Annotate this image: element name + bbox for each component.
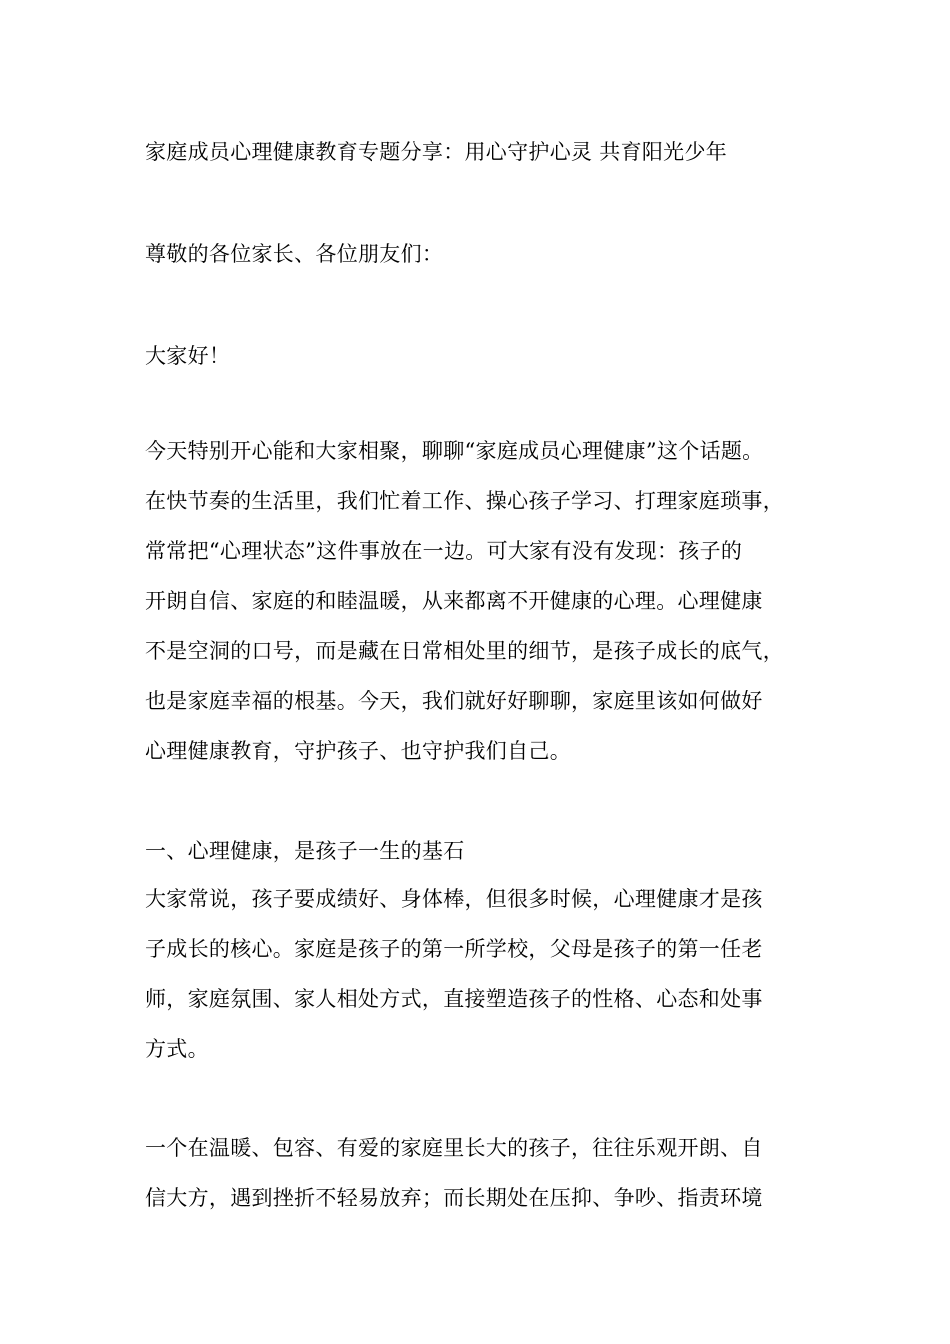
intro-line: 今天特别开心能和大家相聚，聊聊“家庭成员心理健康”这个话题。 [145,439,764,463]
salutation: 尊敬的各位家长、各位朋友们： [145,242,444,266]
section1-para1-line: 子成长的核心。家庭是孩子的第一所学校，父母是孩子的第一任老 [145,937,763,961]
section1-para2-line: 信大方，遇到挫折不轻易放弃；而长期处在压抑、争吵、指责环境 [145,1186,763,1210]
intro-line: 常常把“心理状态”这件事放在一边。可大家有没有发现：孩子的 [145,539,743,563]
intro-line: 心理健康教育，守护孩子、也守护我们自己。 [145,739,571,763]
intro-line: 不是空洞的口号，而是藏在日常相处里的细节，是孩子成长的底气， [145,639,784,663]
greeting: 大家好！ [145,344,231,368]
section1-para2-line: 一个在温暖、包容、有爱的家庭里长大的孩子，往往乐观开朗、自 [145,1136,763,1160]
section1-para1-line: 大家常说，孩子要成绩好、身体棒，但很多时候，心理健康才是孩 [145,887,763,911]
section-heading: 一、心理健康，是孩子一生的基石 [145,839,465,863]
document-title: 家庭成员心理健康教育专题分享：用心守护心灵 共育阳光少年 [145,140,728,164]
section1-para1-line: 师，家庭氛围、家人相处方式，直接塑造孩子的性格、心态和处事 [145,987,763,1011]
section1-para1-line: 方式。 [145,1037,209,1061]
intro-line: 在快节奏的生活里，我们忙着工作、操心孩子学习、打理家庭琐事， [145,489,784,513]
intro-line: 也是家庭幸福的根基。今天，我们就好好聊聊，家庭里该如何做好 [145,689,763,713]
intro-line: 开朗自信、家庭的和睦温暖，从来都离不开健康的心理。心理健康 [145,589,763,613]
